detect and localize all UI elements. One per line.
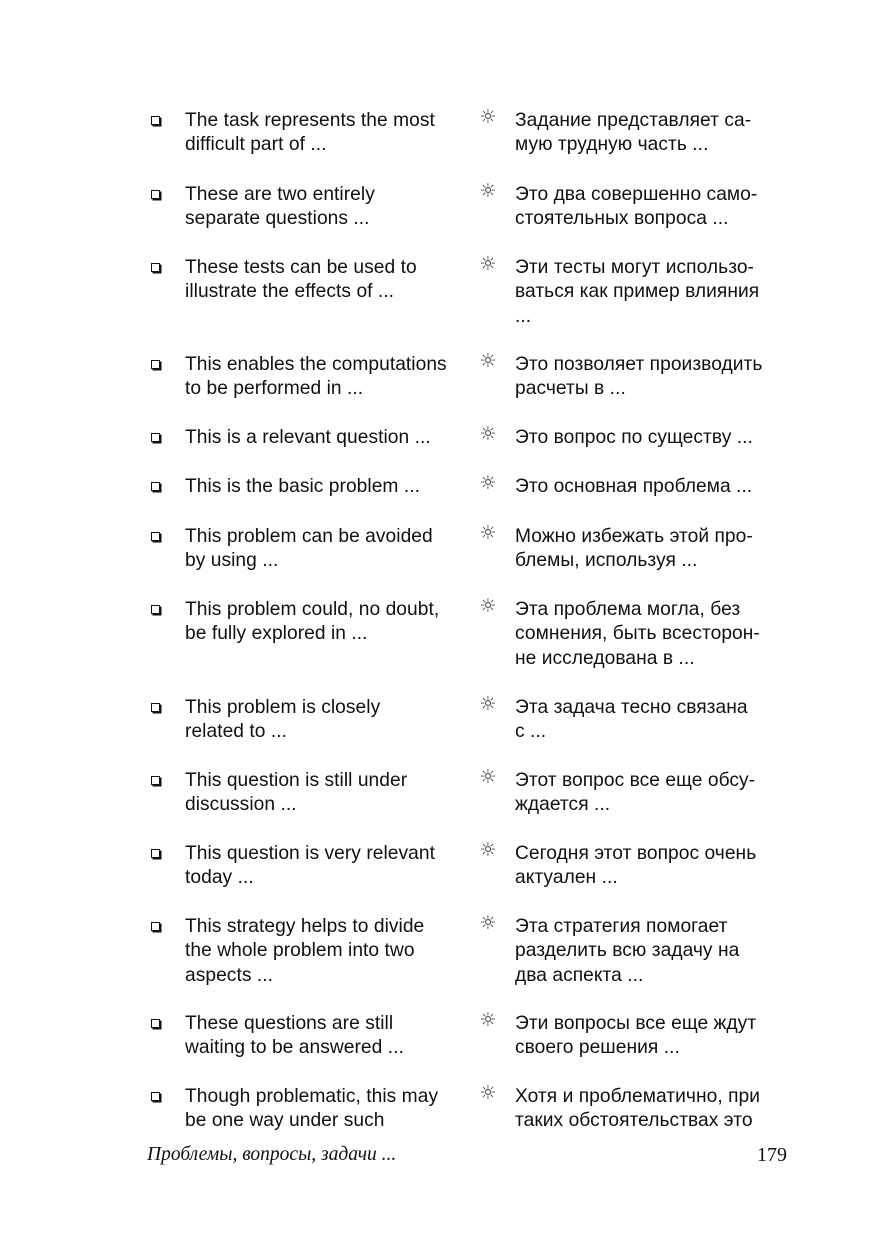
english-phrase: These questions are still waiting to be answered ...	[185, 1013, 404, 1059]
sun-icon: ☼	[479, 423, 497, 445]
sun-icon: ☼	[479, 1009, 497, 1031]
english-phrase: These are two entirely separate questions ...	[185, 184, 375, 230]
english-phrase: This problem is closely related to ...	[185, 697, 381, 743]
russian-translation: Это позволяет производить расчеты в ...	[515, 354, 763, 400]
russian-translation: Хотя и проблематично, при таких обстоятельствах это	[515, 1086, 761, 1132]
square-bullet-icon	[151, 116, 160, 125]
russian-translation: Это два совершенно само- стоятельных вопроса ...	[515, 184, 758, 230]
russian-translation: Сегодня этот вопрос очень актуален ...	[515, 843, 757, 889]
sun-icon: ☼	[479, 1082, 497, 1104]
russian-translation: Можно избежать этой про- блемы, используя ...	[515, 526, 753, 572]
english-phrase: This problem could, no doubt, be fully explored in ...	[185, 599, 440, 645]
square-bullet-icon	[151, 532, 160, 541]
sun-icon: ☼	[479, 693, 497, 715]
square-bullet-icon	[151, 849, 160, 858]
russian-translation: Эта проблема могла, без сомнения, быть всесторон- не исследована в ...	[515, 599, 760, 669]
english-phrase: This problem can be avoided by using ...	[185, 526, 433, 572]
sun-icon: ☼	[479, 912, 497, 934]
sun-icon: ☼	[479, 180, 497, 202]
russian-translation: Эти вопросы все еще ждут своего решения ...	[515, 1013, 757, 1059]
russian-translation: Эта задача тесно связана с ...	[515, 697, 748, 743]
english-phrase: This is the basic problem ...	[185, 476, 420, 497]
page-number: 179	[757, 1144, 787, 1166]
english-phrase: This question is very relevant today ...	[185, 843, 435, 889]
square-bullet-icon	[151, 263, 160, 272]
sun-icon: ☼	[479, 472, 497, 494]
square-bullet-icon	[151, 482, 160, 491]
russian-translation: Этот вопрос все еще обсу- ждается ...	[515, 770, 756, 816]
square-bullet-icon	[151, 922, 160, 931]
square-bullet-icon	[151, 703, 160, 712]
running-footer-title: Проблемы, вопросы, задачи ...	[147, 1144, 397, 1165]
sun-icon: ☼	[479, 522, 497, 544]
russian-translation: Задание представляет са- мую трудную часть ...	[515, 110, 752, 156]
square-bullet-icon	[151, 776, 160, 785]
english-phrase: The task represents the most difficult part of ...	[185, 110, 435, 156]
english-phrase: These tests can be used to illustrate the effects of ...	[185, 257, 417, 303]
square-bullet-icon	[151, 1019, 160, 1028]
english-phrase: This enables the computations to be performed in ...	[185, 354, 447, 400]
english-phrase: This question is still under discussion ...	[185, 770, 408, 816]
russian-translation: Это вопрос по существу ...	[515, 427, 753, 448]
sun-icon: ☼	[479, 766, 497, 788]
sun-icon: ☼	[479, 595, 497, 617]
english-phrase: Though problematic, this may be one way under such	[185, 1086, 439, 1132]
square-bullet-icon	[151, 433, 160, 442]
square-bullet-icon	[151, 1092, 160, 1101]
sun-icon: ☼	[479, 253, 497, 275]
english-phrase: This strategy helps to divide the whole problem into two aspects ...	[185, 916, 425, 986]
russian-translation: Эти тесты могут использо- ваться как пример влияния ...	[515, 257, 760, 327]
square-bullet-icon	[151, 605, 160, 614]
russian-translation: Это основная проблема ...	[515, 476, 753, 497]
english-phrase: This is a relevant question ...	[185, 427, 431, 448]
square-bullet-icon	[151, 360, 160, 369]
sun-icon: ☼	[479, 839, 497, 861]
russian-translation: Эта стратегия помогает разделить всю задачу на два аспекта ...	[515, 916, 740, 986]
sun-icon: ☼	[479, 106, 497, 128]
sun-icon: ☼	[479, 350, 497, 372]
square-bullet-icon	[151, 190, 160, 199]
